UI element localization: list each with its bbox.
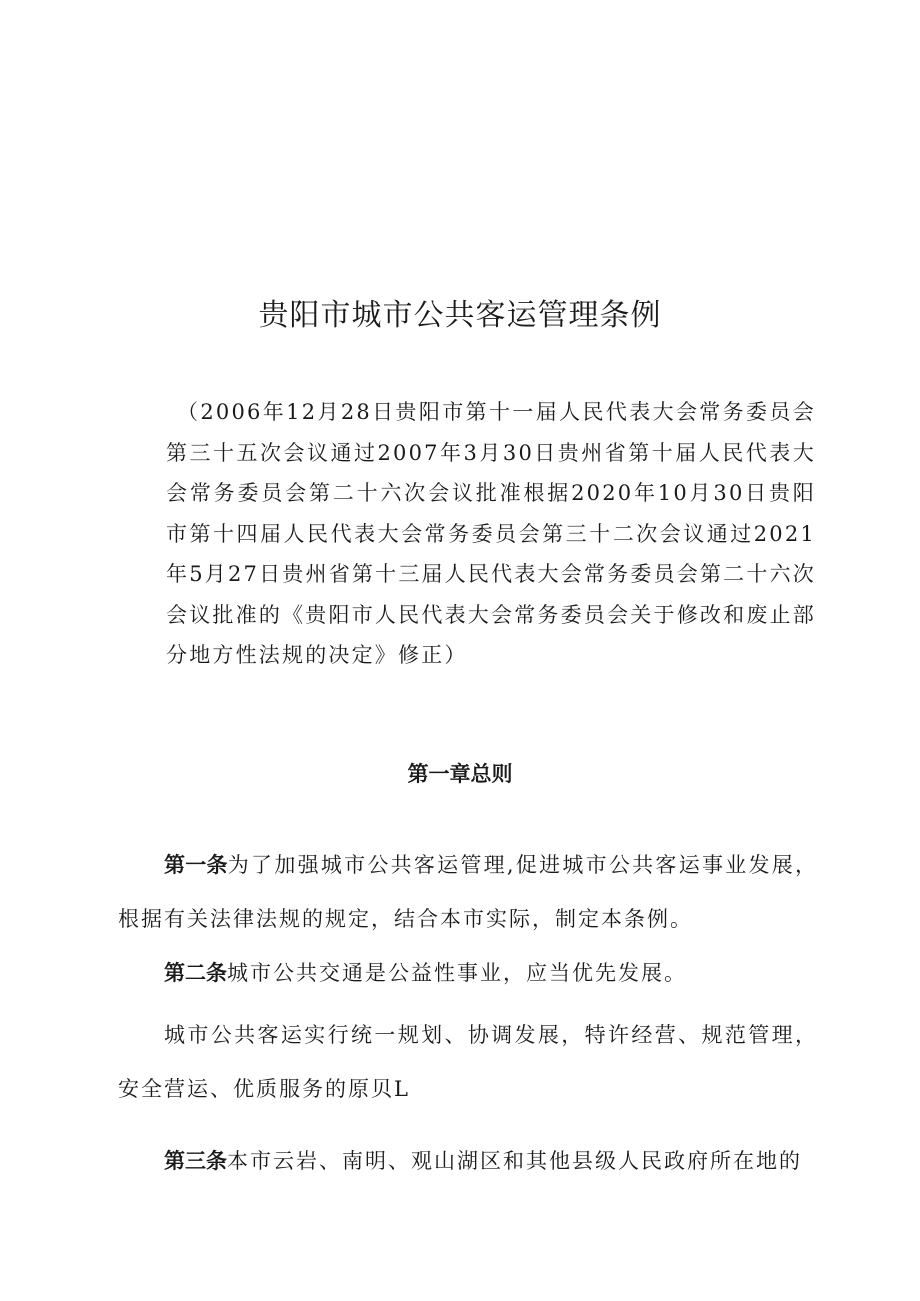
article-1 — [118, 838, 818, 946]
document-title: 贵阳市城市公共客运管理条例 — [258, 298, 662, 333]
article-text: 城市公共交通是公益性事业，应当优先发展。 — [227, 961, 687, 985]
article-2-paragraph-2 — [118, 1008, 818, 1116]
chapter-heading: 第一章总则 — [407, 762, 513, 786]
article-text: 本市云岩、南明、观山湖区和其他县级人民政府所在地的 — [227, 1149, 802, 1173]
article-2 — [118, 946, 818, 1000]
article-label: 第二条 — [164, 961, 227, 985]
article-3 — [118, 1134, 818, 1188]
article-label: 第三条 — [164, 1149, 227, 1173]
preamble-note: （2006年12月28日贵阳市第十一届人民代表大会常务委员会第三十五次会议通过2007年3月30日贵州省第十届人民代表大会常务委员会第二十六次会议批准根据2020年10月30日贵阳市第十四届人民代表大会常务委员会第三十二次会议通过2021年5月27日贵州省第十三届人民代表大会常务委员会第二十六次会议批准的《贵阳市人民代表大会常务委员会关于修改和废止部分地方性法规的决定》修正） — [166, 400, 816, 667]
article-text: 为了加强城市公共客运管理,促进城市公共客运事业发展，根据有关法律法规的规定，结合本市实际，制定本条例。 — [118, 853, 818, 931]
article-label: 第一条 — [164, 853, 228, 877]
paragraph-text: 城市公共客运实行统一规划、协调发展，特许经营、规范管理，安全营运、优质服务的原贝L — [118, 1023, 818, 1101]
